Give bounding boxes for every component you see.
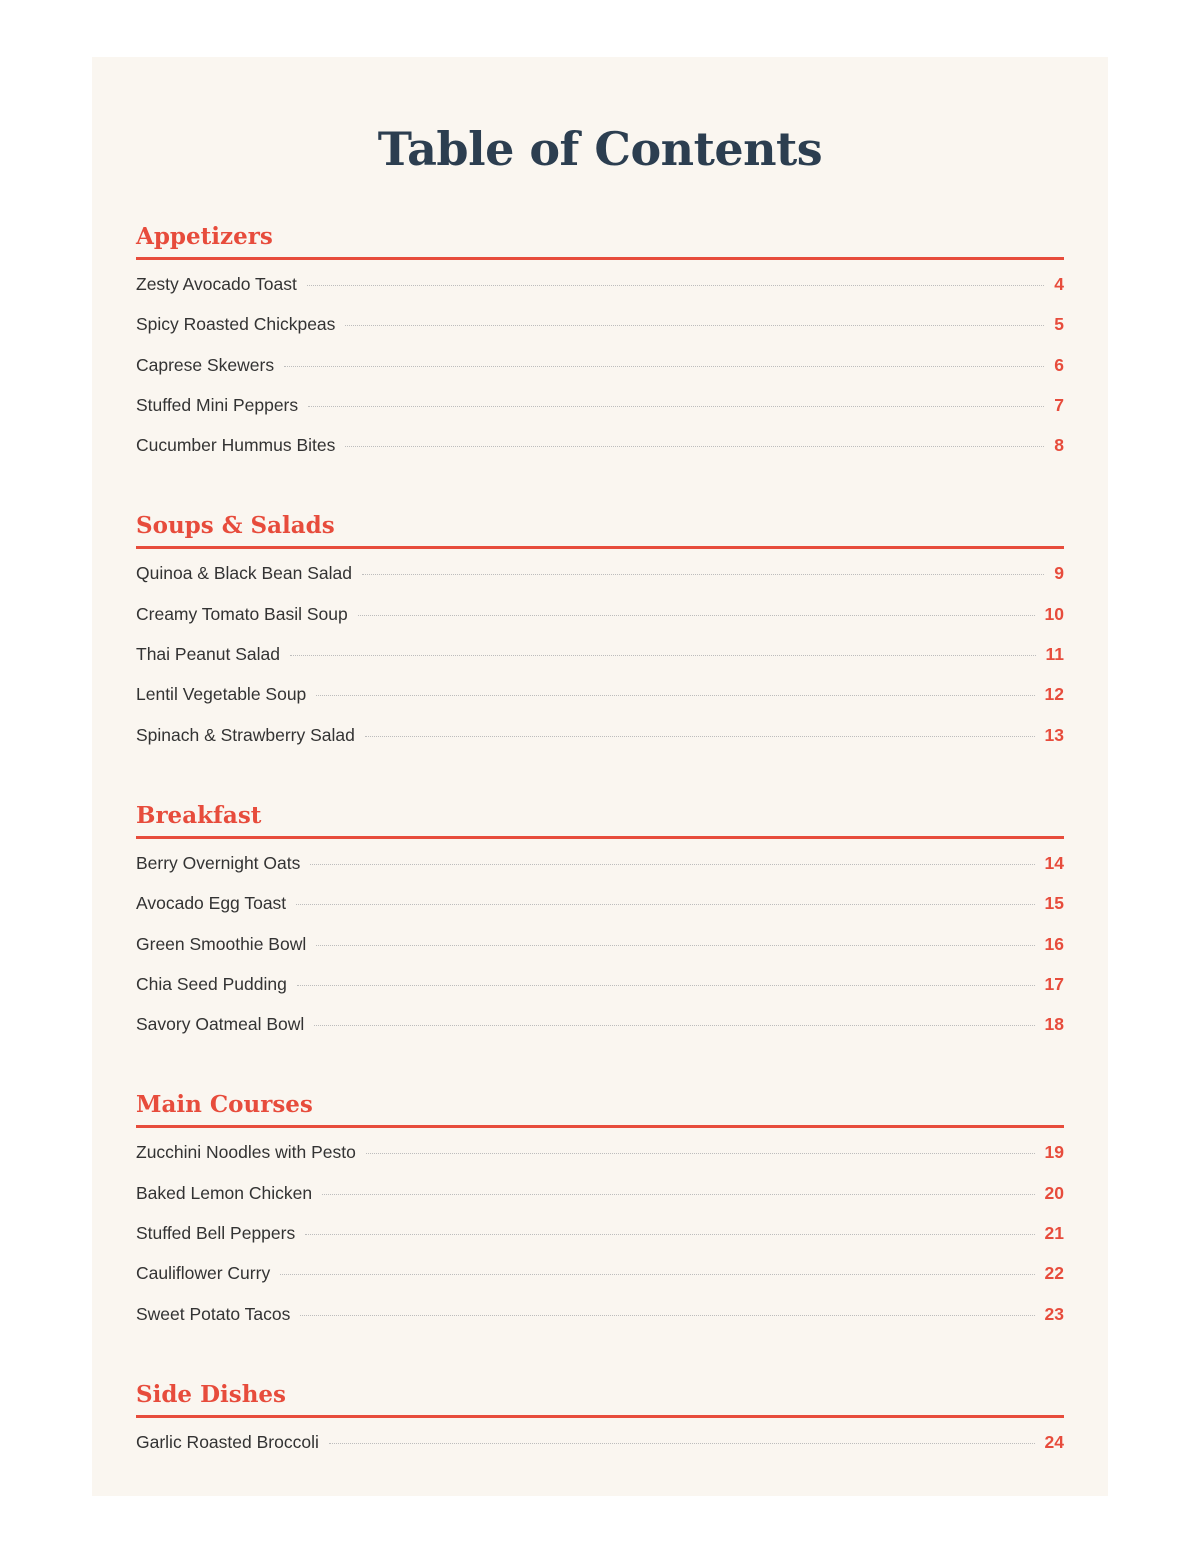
entry-title: Cauliflower Curry xyxy=(136,1263,271,1284)
entry-page-number: 16 xyxy=(1044,933,1064,954)
page-title: Table of Contents xyxy=(377,122,823,176)
dotted-leader xyxy=(280,1274,1034,1275)
entry-title: Thai Peanut Salad xyxy=(136,644,280,665)
toc-entry[interactable] xyxy=(136,355,1064,395)
entry-title: Stuffed Bell Peppers xyxy=(136,1223,296,1244)
entry-page-number: 5 xyxy=(1054,314,1064,335)
dotted-leader xyxy=(305,1234,1034,1235)
entry-page-number: 8 xyxy=(1054,435,1064,456)
toc-entry[interactable] xyxy=(136,893,1064,933)
toc-entry[interactable] xyxy=(136,725,1064,765)
entry-page-number: 10 xyxy=(1044,603,1064,624)
toc-entry[interactable] xyxy=(136,684,1064,724)
entry-title: Creamy Tomato Basil Soup xyxy=(136,603,348,624)
entry-title: Zesty Avocado Toast xyxy=(136,274,297,294)
entry-page-number: 24 xyxy=(1044,1431,1064,1452)
toc-section xyxy=(136,219,1064,475)
toc-entry[interactable] xyxy=(136,934,1064,974)
dotted-leader xyxy=(362,574,1044,575)
dotted-leader xyxy=(314,1025,1034,1026)
entry-page-number: 18 xyxy=(1044,1014,1064,1035)
toc-section xyxy=(136,508,1064,764)
dotted-leader xyxy=(365,736,1035,737)
entry-title: Green Smoothie Bowl xyxy=(136,933,307,954)
toc-entry[interactable] xyxy=(136,314,1064,354)
section-heading: Main Courses xyxy=(136,1087,1064,1128)
entry-title: Lentil Vegetable Soup xyxy=(136,684,307,705)
toc-entry[interactable] xyxy=(136,853,1064,893)
dotted-leader xyxy=(290,655,1036,656)
entry-title: Berry Overnight Oats xyxy=(136,852,301,873)
dotted-leader xyxy=(296,904,1034,905)
entry-title: Zucchini Noodles with Pesto xyxy=(136,1142,356,1163)
dotted-leader xyxy=(308,406,1044,407)
entry-title: Spinach & Strawberry Salad xyxy=(136,724,355,745)
entry-page-number: 15 xyxy=(1044,893,1064,914)
entry-title: Caprese Skewers xyxy=(136,354,275,375)
dotted-leader xyxy=(307,285,1044,286)
toc-section xyxy=(136,1377,1064,1472)
dotted-leader xyxy=(310,864,1034,865)
dotted-leader xyxy=(297,985,1035,986)
toc-entry[interactable] xyxy=(136,395,1064,435)
toc-section xyxy=(136,1087,1064,1343)
dotted-leader xyxy=(322,1194,1034,1195)
entry-page-number: 9 xyxy=(1054,563,1064,584)
entry-page-number: 21 xyxy=(1044,1223,1064,1244)
document-page xyxy=(92,57,1108,1496)
entry-title: Stuffed Mini Peppers xyxy=(136,394,299,415)
entry-page-number: 23 xyxy=(1044,1303,1064,1324)
entry-page-number: 19 xyxy=(1044,1142,1064,1163)
toc-entry[interactable] xyxy=(136,1014,1064,1054)
entry-title: Avocado Egg Toast xyxy=(136,893,287,914)
entry-page-number: 20 xyxy=(1044,1182,1064,1203)
dotted-leader xyxy=(300,1315,1034,1316)
entry-title: Chia Seed Pudding xyxy=(136,973,287,994)
toc-entry[interactable] xyxy=(136,1223,1064,1263)
entry-page-number: 7 xyxy=(1054,394,1064,415)
toc-entry[interactable] xyxy=(136,1183,1064,1223)
entry-title: Spicy Roasted Chickpeas xyxy=(136,314,336,335)
dotted-leader xyxy=(358,615,1035,616)
entry-title: Baked Lemon Chicken xyxy=(136,1182,313,1203)
toc-entry[interactable] xyxy=(136,1263,1064,1303)
entry-title: Cucumber Hummus Bites xyxy=(136,435,336,456)
toc-entry[interactable] xyxy=(136,974,1064,1014)
entry-page-number: 6 xyxy=(1054,354,1064,375)
dotted-leader xyxy=(316,945,1034,946)
dotted-leader xyxy=(366,1153,1035,1154)
dotted-leader xyxy=(316,695,1034,696)
toc-entry[interactable] xyxy=(136,1304,1064,1344)
toc-entry[interactable] xyxy=(136,435,1064,475)
toc-entry[interactable] xyxy=(136,1142,1064,1182)
section-heading: Soups & Salads xyxy=(136,508,1064,549)
dotted-leader xyxy=(345,325,1044,326)
toc-section xyxy=(136,798,1064,1054)
entry-title: Quinoa & Black Bean Salad xyxy=(136,563,352,584)
entry-page-number: 22 xyxy=(1044,1263,1064,1284)
toc-entry[interactable] xyxy=(136,274,1064,314)
dotted-leader xyxy=(329,1443,1035,1444)
toc-entry[interactable] xyxy=(136,563,1064,603)
toc-entry[interactable] xyxy=(136,604,1064,644)
entry-title: Savory Oatmeal Bowl xyxy=(136,1014,305,1035)
dotted-leader xyxy=(284,366,1044,367)
section-heading: Breakfast xyxy=(136,798,1064,839)
dotted-leader xyxy=(345,446,1044,447)
section-heading: Appetizers xyxy=(136,219,1064,260)
toc-entry[interactable] xyxy=(136,1432,1064,1472)
section-heading: Side Dishes xyxy=(136,1377,1064,1418)
entry-page-number: 4 xyxy=(1054,274,1064,294)
toc-entry[interactable] xyxy=(136,644,1064,684)
entry-page-number: 12 xyxy=(1044,684,1064,705)
entry-title: Garlic Roasted Broccoli xyxy=(136,1431,319,1452)
entry-title: Sweet Potato Tacos xyxy=(136,1303,291,1324)
entry-page-number: 13 xyxy=(1044,724,1064,745)
entry-page-number: 17 xyxy=(1044,973,1064,994)
toc-sections xyxy=(136,219,1064,1472)
entry-page-number: 11 xyxy=(1045,644,1064,665)
entry-page-number: 14 xyxy=(1044,852,1064,873)
